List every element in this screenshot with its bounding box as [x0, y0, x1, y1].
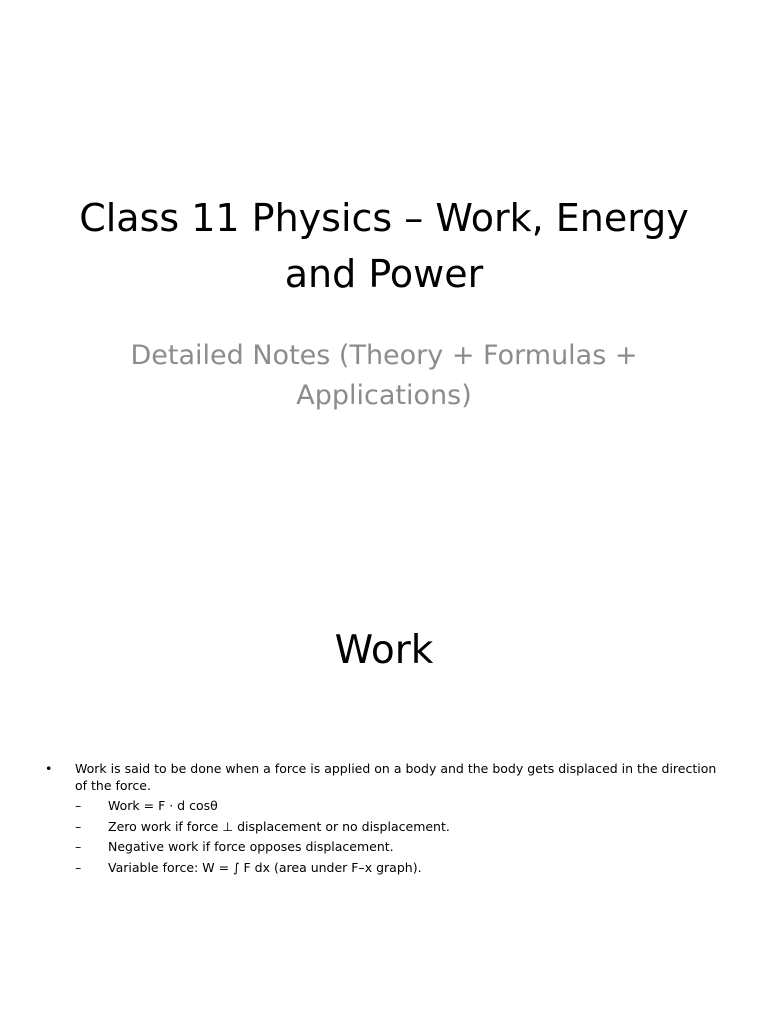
bullet-text: Work is said to be done when a force is applied on a body and the body gets displaced in the direction of the force.	[75, 761, 717, 793]
bullet-dot-icon: •	[45, 761, 53, 776]
sub-bullet-list	[75, 797, 720, 876]
slide-title: Class 11 Physics – Work, Energy and Power	[79, 196, 689, 296]
sub-bullet-text: Work = F · d cosθ	[108, 798, 218, 813]
dash-icon: –	[75, 859, 82, 875]
dash-icon: –	[75, 818, 82, 834]
sub-bullet-text: Negative work if force opposes displacement.	[108, 839, 394, 854]
sub-bullet-item	[75, 859, 720, 876]
bullet-list	[40, 760, 720, 879]
bullet-item	[40, 760, 720, 876]
slide-subtitle: Detailed Notes (Theory + Formulas + Applications)	[130, 340, 638, 411]
sub-bullet-item	[75, 797, 720, 814]
sub-bullet-item	[75, 818, 720, 835]
sub-bullet-item	[75, 838, 720, 855]
dash-icon: –	[75, 798, 82, 813]
work-slide	[0, 512, 768, 1024]
dash-icon: –	[75, 839, 82, 854]
sub-bullet-text: Zero work if force ⊥ displacement or no displacement.	[108, 818, 450, 834]
sub-bullet-text: Variable force: W = ∫ F dx (area under F–x graph).	[108, 859, 422, 875]
section-title: Work	[334, 628, 434, 673]
